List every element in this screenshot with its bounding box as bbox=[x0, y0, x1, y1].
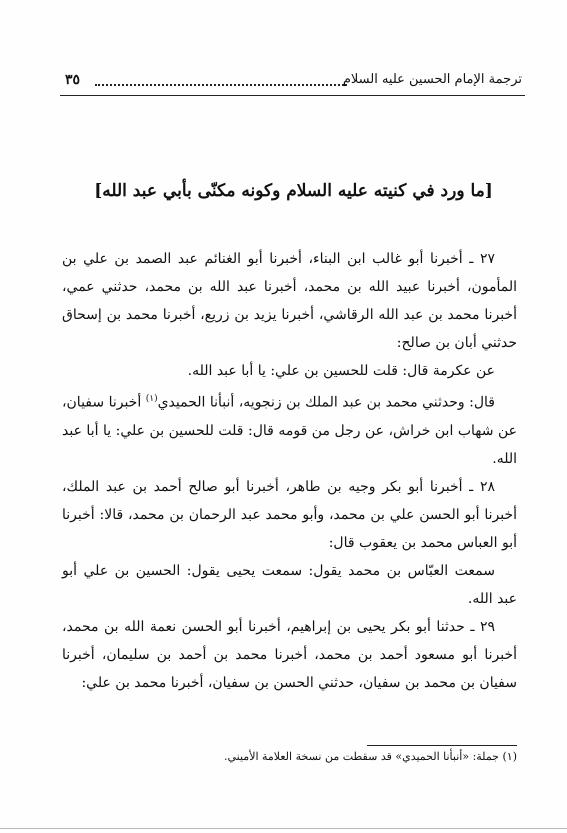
paragraph-humaydi bbox=[62, 385, 517, 473]
section-heading: [ما ورد في كنيته عليه السلام وكونه مكنّى بأبي عبد الله] bbox=[94, 181, 493, 201]
paragraph-ikrima: عن عكرمة قال: قلت للحسين بن علي: يا أبا عبد الله. bbox=[187, 363, 495, 379]
footnote-marker: (١) bbox=[145, 394, 158, 404]
body-text bbox=[62, 245, 517, 697]
footnote-1: (١) جملة: «أنبأنا الحميدي» قد سقطت من نسخة العلامة الأميني. bbox=[224, 750, 517, 763]
header-rule bbox=[60, 95, 525, 96]
paragraph-humaydi-part2: أخبرنا سفيان، عن شهاب ابن خراش، عن رجل من قومه قال: قلت للحسين بن علي: يا أبا عبد الله. bbox=[62, 394, 517, 467]
footnote-rule bbox=[367, 745, 517, 746]
page-bottom-edge bbox=[0, 828, 567, 829]
page-number: ٣٥ bbox=[65, 72, 81, 88]
running-header bbox=[65, 72, 522, 94]
running-title: ترجمة الإمام الحسين عليه السلام bbox=[342, 72, 522, 87]
leader-dots bbox=[95, 76, 347, 86]
paragraph-humaydi-part1: قال: وحدثني محمد بن عبد الملك بن زنجويه، أنبأنا الحميدي bbox=[157, 394, 495, 411]
paragraph-abbas: سمعت العبّاس بن محمد يقول: سمعت يحيى يقول: الحسين بن علي أبو عبد الله. bbox=[62, 562, 517, 607]
paragraph-27: ٢٧ ـ أخبرنا أبو غالب ابن البناء، أخبرنا أبو الغنائم عبد الصمد بن علي بن المأمون، أخبرنا عبيد الله بن محمد، أخبرنا عبد الله بن محمد، حدثني عمي، أخبرنا محمد بن عبد الله الرقاشي، أخبرنا يزيد بن زريع، أخبرنا محمد بن إسحاق حدثني أبان بن صالح: bbox=[62, 251, 517, 351]
paragraph-28: ٢٨ ـ أخبرنا أبو بكر وجيه بن طاهر، أخبرنا أبو صالح أحمد بن عبد الملك، أخبرنا أبو الحسن علي بن محمد، وأبو محمد عبد الرحمان بن محمد، قالا: أخبرنا أبو العباس محمد بن يعقوب قال: bbox=[62, 478, 517, 551]
paragraph-29: ٢٩ ـ حدثنا أبو بكر يحيى بن إبراهيم، أخبرنا أبو الحسن نعمة الله بن محمد، أخبرنا أبو مسعود أحمد بن محمد، أخبرنا محمد بن أحمد بن سليمان، أخبرنا سفيان بن محمد بن سفيان، حدثني الحسن بن سفيان، أخبرنا محمد بن علي: bbox=[62, 618, 517, 691]
